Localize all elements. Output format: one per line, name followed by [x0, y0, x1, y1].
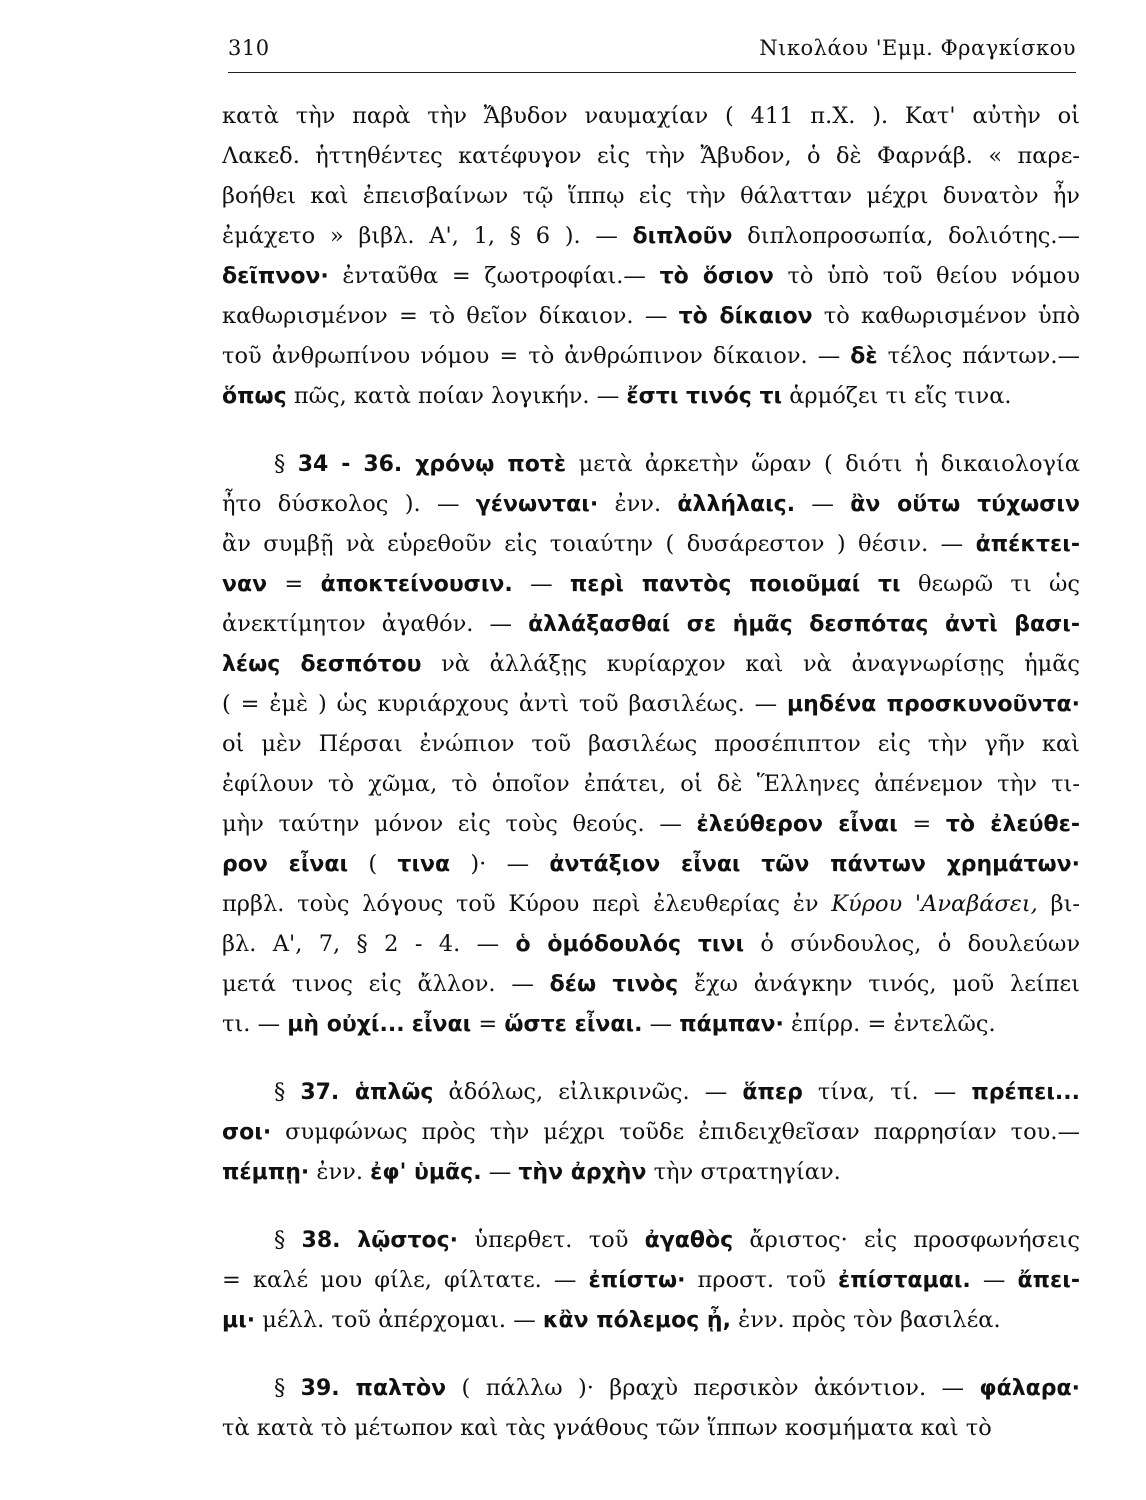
text-run: ἐμάχετο » βιβλ. Α', 1, § 6 ). —	[222, 223, 633, 249]
text-run: ( πάλλω )· βραχὺ περσικὸν ἀκόντιον. —	[446, 1375, 980, 1401]
text-run: βοήθει καὶ ἐπεισβαίνων τῷ ἵππῳ εἰς τὴν θάλατταν μέχρι δυνατὸν ἦν	[222, 183, 1080, 209]
text-run: τοῦ ἀνθρωπίνου νόμου = τὸ ἀνθρώπινον δίκαιον. —	[222, 343, 851, 369]
text-run: ἂν συμβῇ νὰ εὑρεθοῦν εἰς τοιαύτην ( δυσάρεστον ) θέσιν. —	[222, 531, 976, 557]
bold-term: ἂν οὕτω τύχωσιν	[850, 492, 1080, 517]
text-line	[222, 376, 1080, 416]
bold-term: ρον εἶναι	[222, 852, 349, 877]
text-run: πρβλ. τοὺς λόγους τοῦ Κύρου περὶ ἐλευθερίας ἐν	[222, 891, 832, 917]
bold-term: ναν	[222, 572, 268, 597]
text-run: ἁρμόζει τι εἴς τινα.	[782, 383, 1012, 409]
page-body	[222, 96, 1080, 1448]
bold-term: 34 - 36. χρόνῳ ποτὲ	[297, 452, 567, 477]
paragraph	[222, 1368, 1080, 1448]
text-line	[222, 256, 1080, 296]
text-run: §	[274, 1375, 301, 1401]
text-run: προστ. τοῦ	[685, 1267, 839, 1293]
running-title: Νικολάου 'Εμμ. Φραγκίσκου	[759, 36, 1076, 60]
bold-term: πάμπαν·	[679, 1012, 784, 1037]
text-run: ἄριστος· εἰς προσφωνήσεις	[733, 1227, 1080, 1253]
paragraph	[222, 96, 1080, 416]
text-run: τὴν στρατηγίαν.	[646, 1159, 841, 1185]
text-line	[222, 684, 1080, 724]
text-line	[222, 444, 1080, 484]
bold-term: περὶ παντὸς ποιοῦμαί τι	[569, 572, 901, 597]
bold-term: ἀλλάξασθαί σε ἡμᾶς δεσπότας ἀντὶ βασι-	[528, 612, 1080, 637]
text-run: ἀνεκτίμητον ἀγαθόν. —	[222, 611, 529, 637]
bold-term: τὸ ὅσιον	[659, 264, 774, 289]
text-line	[222, 216, 1080, 256]
text-line	[222, 1152, 1080, 1192]
bold-term: δεῖπνον·	[222, 264, 329, 289]
bold-term: μὴ οὐχί...	[287, 1012, 405, 1037]
bold-term: ἅπερ	[742, 1080, 803, 1105]
paragraph	[222, 444, 1080, 1044]
paragraph-gap	[222, 1340, 1080, 1368]
bold-term: 38. λῷστος·	[301, 1228, 459, 1253]
text-line	[222, 924, 1080, 964]
text-run: βλ. Α', 7, § 2 - 4. —	[222, 931, 516, 957]
bold-term: δὲ	[850, 344, 878, 369]
text-line	[222, 604, 1080, 644]
text-run: τὰ κατὰ τὸ μέτωπον καὶ τὰς γνάθους τῶν ἵππων κοσμήματα καὶ τὸ	[222, 1415, 992, 1441]
text-line	[222, 884, 1080, 924]
text-run: πῶς, κατὰ ποίαν λογικήν. —	[286, 383, 627, 409]
text-run: —	[512, 571, 570, 597]
text-line	[222, 564, 1080, 604]
text-run: τὸ καθωρισμένον ὑπὸ	[812, 303, 1080, 329]
bold-term: τὴν ἀρχὴν	[518, 1160, 647, 1185]
text-run: καθωρισμένον = τὸ θεῖον δίκαιον. —	[222, 303, 679, 329]
bold-term: ἐλεύθερον εἶναι	[696, 812, 898, 837]
text-line	[222, 724, 1080, 764]
text-run: ἔχω ἀνάγκην τινός, μοῦ λείπει	[678, 971, 1080, 997]
text-line	[222, 844, 1080, 884]
text-run: θεωρῶ τι ὡς	[900, 571, 1080, 597]
bold-term: ὅπως	[222, 384, 287, 409]
text-line	[222, 136, 1080, 176]
text-line	[222, 964, 1080, 1004]
text-run: ἐνταῦθα = ζωοτροφίαι.—	[328, 263, 660, 289]
paragraph-gap	[222, 416, 1080, 444]
text-run: Λακεδ. ἡττηθέντες κατέφυγον εἰς τὴν Ἄβυδον, ὁ δὲ Φαρνάβ. « παρε-	[222, 143, 1080, 169]
bold-term: γένωνται·	[475, 492, 599, 517]
bold-term: κἂν πόλεμος ᾖ,	[542, 1308, 731, 1333]
bold-term: ὁ ὁμόδουλός τινι	[515, 932, 745, 957]
text-run: κατὰ τὴν παρὰ τὴν Ἄβυδον ναυμαχίαν ( 411 π.Χ. ). Κατ' αὐτὴν οἱ	[222, 103, 1080, 129]
text-run: ἐπίρρ. = ἐντελῶς.	[783, 1011, 996, 1037]
bold-term: ἐπίσταμαι.	[838, 1268, 971, 1293]
text-run: ἀδόλως, εἰλικρινῶς. —	[433, 1079, 743, 1105]
paragraph	[222, 1072, 1080, 1192]
bold-term: ἄπει-	[1017, 1268, 1080, 1293]
text-run: τὸ ὑπὸ τοῦ θείου νόμου	[773, 263, 1080, 289]
text-run: ἐφίλουν τὸ χῶμα, τὸ ὁποῖον ἐπάτει, οἱ δὲ Ἕλληνες ἀπένεμον τὴν τι-	[222, 771, 1080, 797]
text-line	[222, 336, 1080, 376]
bold-term: εἶναι	[411, 1012, 472, 1037]
text-run: μὴν ταύτην μόνον εἰς τοὺς θεούς. —	[222, 811, 697, 837]
text-run: ἐνν.	[309, 1159, 371, 1185]
text-line	[222, 1112, 1080, 1152]
bold-term: ἀλλήλαις.	[677, 492, 796, 517]
paragraph-gap	[222, 1192, 1080, 1220]
bold-term: δέω τινὸς	[549, 972, 679, 997]
text-line	[222, 1004, 1080, 1044]
paragraph-gap	[222, 1044, 1080, 1072]
text-run: ἐνν. πρὸς τὸν βασιλέα.	[730, 1307, 1001, 1333]
text-run: μέλλ. τοῦ ἀπέρχομαι. —	[255, 1307, 543, 1333]
text-line	[222, 524, 1080, 564]
bold-term: 37. ἁπλῶς	[300, 1080, 434, 1105]
text-run: =	[267, 571, 321, 597]
text-run: συμφώνως πρὸς τὴν μέχρι τοῦδε ἐπιδειχθεῖσαν παρρησίαν του.—	[271, 1119, 1080, 1145]
text-line	[222, 644, 1080, 684]
text-run: τέλος πάντων.—	[877, 343, 1080, 369]
text-run: ἦτο δύσκολος ). —	[222, 491, 476, 517]
text-line	[222, 1220, 1080, 1260]
bold-term: ἀπέκτει-	[975, 532, 1080, 557]
text-line	[222, 96, 1080, 136]
text-run: =	[471, 1011, 505, 1037]
bold-term: ὥστε εἶναι.	[504, 1012, 643, 1037]
paragraph	[222, 1220, 1080, 1340]
text-line	[222, 764, 1080, 804]
text-run: =	[897, 811, 946, 837]
text-run: —	[642, 1011, 680, 1037]
bold-term: σοι·	[222, 1120, 272, 1145]
bold-term: διπλοῦν	[632, 224, 733, 249]
bold-term: μηδένα προσκυνοῦντα·	[786, 692, 1080, 717]
text-run: §	[274, 1079, 301, 1105]
bold-term: φάλαρα·	[979, 1376, 1080, 1401]
text-line	[222, 1408, 1080, 1448]
text-run: ὑπερθετ. τοῦ	[458, 1227, 645, 1253]
text-run: —	[795, 491, 851, 517]
text-run: τίνα, τί. —	[802, 1079, 972, 1105]
text-run: )· —	[450, 851, 550, 877]
bold-term: πρέπει...	[971, 1080, 1080, 1105]
text-line	[222, 1300, 1080, 1340]
bold-term: τὸ δίκαιον	[678, 304, 813, 329]
text-run: —	[970, 1267, 1018, 1293]
bold-term: ἔστι τινός τι	[626, 384, 783, 409]
text-line	[222, 484, 1080, 524]
bold-term: λέως δεσπότου	[222, 652, 422, 677]
text-run: τι. —	[222, 1011, 288, 1037]
text-run: νὰ ἀλλάξῃς κυρίαρχον καὶ νὰ ἀναγνωρίσῃς ἡμᾶς	[421, 651, 1080, 677]
italic-text: Κύρου 'Αναβάσει,	[831, 891, 1038, 917]
bold-term: μι·	[222, 1308, 256, 1333]
bold-term: 39. παλτὸν	[300, 1376, 447, 1401]
text-line	[222, 176, 1080, 216]
text-run: μετά τινος εἰς ἄλλον. —	[222, 971, 550, 997]
bold-term: ἀγαθὸς	[644, 1228, 734, 1253]
text-run: §	[274, 1227, 302, 1253]
text-line	[222, 804, 1080, 844]
text-run: (	[348, 851, 398, 877]
text-run: —	[481, 1159, 519, 1185]
page-header	[228, 36, 1076, 70]
text-run: = καλέ μου φίλε, φίλτατε. —	[222, 1267, 589, 1293]
text-run: βι-	[1037, 891, 1080, 917]
text-run: §	[274, 451, 298, 477]
bold-term: τινα	[397, 852, 451, 877]
text-line	[222, 1072, 1080, 1112]
text-line	[222, 1368, 1080, 1408]
bold-term: ἐφ' ὑμᾶς.	[370, 1160, 482, 1185]
text-run: ἐνν.	[598, 491, 678, 517]
text-run	[405, 1011, 412, 1037]
bold-term: τὸ ἐλεύθε-	[945, 812, 1080, 837]
bold-term: ἀποκτείνουσιν.	[320, 572, 513, 597]
text-run: ( = ἐμὲ ) ὡς κυριάρχους ἀντὶ τοῦ βασιλέως. —	[222, 691, 787, 717]
bold-term: ἀντάξιον εἶναι τῶν πάντων χρημάτων·	[549, 852, 1080, 877]
page-number: 310	[228, 36, 270, 60]
text-run: διπλοπροσωπία, δολιότης.—	[732, 223, 1080, 249]
text-run: ὁ σύνδουλος, ὁ δουλεύων	[744, 931, 1080, 957]
text-line	[222, 1260, 1080, 1300]
text-run: μετὰ ἀρκετὴν ὥραν ( διότι ἡ δικαιολογία	[566, 451, 1080, 477]
bold-term: ἐπίστω·	[588, 1268, 686, 1293]
text-line	[222, 296, 1080, 336]
header-rule	[228, 72, 1076, 73]
bold-term: πέμπῃ·	[222, 1160, 310, 1185]
text-run: οἱ μὲν Πέρσαι ἐνώπιον τοῦ βασιλέως προσέπιπτον εἰς τὴν γῆν καὶ	[222, 731, 1080, 757]
